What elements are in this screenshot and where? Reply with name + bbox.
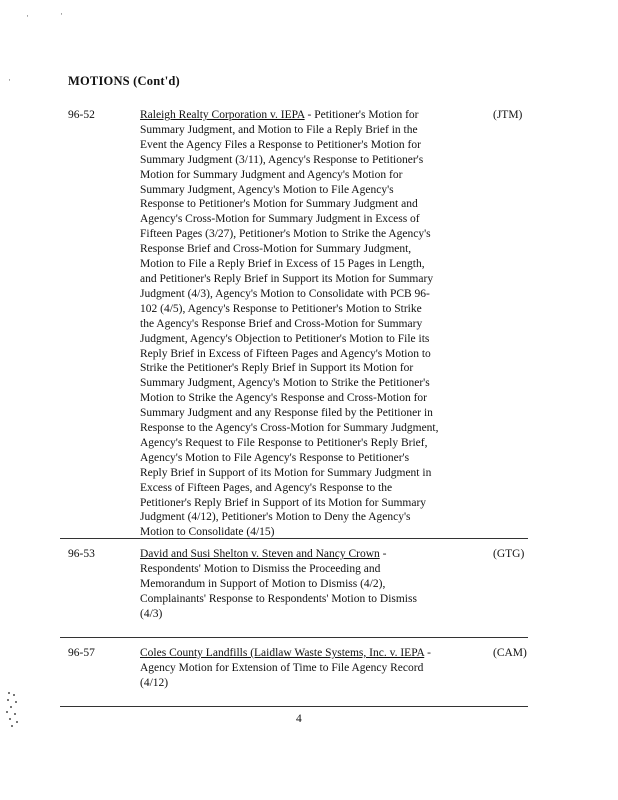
motion-description: [140, 547, 458, 622]
scan-speck: ·: [60, 9, 63, 19]
desc-line: and Petitioner's Reply Brief in Support its Motion for Summary: [140, 272, 434, 285]
desc-line: (4/3): [140, 607, 163, 620]
case-number: 96-57: [68, 647, 95, 659]
desc-line: -: [379, 548, 387, 560]
desc-line: Motion for Summary Judgment and Agency's Motion for: [140, 168, 403, 181]
desc-line: Respondents' Motion to Dismiss the Proceeding and: [140, 562, 381, 575]
desc-line: Excess of Fifteen Pages, and Agency's Response to the: [140, 481, 393, 494]
desc-line: Judgment (4/12), Petitioner's Motion to Deny the Agency's: [140, 511, 411, 524]
desc-line: Motion to Consolidate (4/15): [140, 526, 275, 539]
page-number: 4: [296, 713, 302, 725]
desc-line: Summary Judgment, Agency's Motion to File Agency's: [140, 183, 394, 196]
desc-line: Response to the Agency's Cross-Motion for Summary Judgment,: [140, 422, 439, 435]
desc-line: Agency's Cross-Motion for Summary Judgment in Excess of: [140, 213, 420, 226]
desc-line: Event the Agency Files a Response to Petitioner's Motion for: [140, 138, 421, 151]
desc-line: 102 (4/5), Agency's Response to Petitioner's Motion to Strike: [140, 302, 422, 315]
desc-line: the Agency's Response Brief and Cross-Motion for Summary: [140, 317, 423, 330]
desc-line: Memorandum in Support of Motion to Dismiss (4/2),: [140, 577, 386, 590]
desc-line: Response Brief and Cross-Motion for Summary Judgment,: [140, 243, 412, 256]
desc-line: Fifteen Pages (3/27), Petitioner's Motion to Strike the Agency's: [140, 228, 431, 241]
motion-description: [140, 108, 458, 540]
desc-line: Agency's Motion to File Agency's Response to Petitioner's: [140, 451, 410, 464]
scan-speck: ·: [26, 11, 29, 21]
desc-line: Summary Judgment, and Motion to File a Reply Brief in the: [140, 123, 418, 136]
desc-line: (4/12): [140, 676, 169, 689]
entry-divider: [60, 538, 528, 539]
desc-line: Reply Brief in Support of its Motion for Summary Judgment in: [140, 466, 432, 479]
desc-line: Complainants' Response to Respondents' Motion to Dismiss: [140, 592, 417, 605]
desc-line: Agency's Request to File Response to Petitioner's Reply Brief,: [140, 436, 428, 449]
entry-divider: [60, 637, 528, 638]
desc-line: - Petitioner's Motion for: [304, 109, 419, 121]
judge-initials: (JTM): [493, 109, 523, 121]
desc-line: Reply Brief in Excess of Fifteen Pages and Agency's Motion to: [140, 347, 431, 360]
desc-line: Agency Motion for Extension of Time to File Agency Record: [140, 661, 424, 674]
desc-line: Strike the Petitioner's Reply Brief in Support its Motion for: [140, 362, 414, 375]
judge-initials: (CAM): [493, 647, 527, 659]
case-caption: Raleigh Realty Corporation v. IEPA: [140, 109, 305, 121]
case-caption: Coles County Landfills (Laidlaw Waste Systems, Inc. v. IEPA: [140, 647, 425, 659]
section-heading: MOTIONS (Cont'd): [68, 74, 180, 88]
desc-line: Motion to File a Reply Brief in Excess of 15 Pages in Length,: [140, 258, 425, 271]
desc-line: Summary Judgment, Agency's Motion to Strike the Petitioner's: [140, 377, 430, 390]
desc-line: -: [424, 647, 431, 659]
desc-line: Response to Petitioner's Motion for Summary Judgment and: [140, 198, 418, 211]
desc-line: Motion to Strike the Agency's Response and Cross-Motion for: [140, 392, 427, 405]
case-caption: David and Susi Shelton v. Steven and Nancy Crown: [140, 548, 380, 560]
desc-line: Petitioner's Reply Brief in Support of its Motion for Summary: [140, 496, 427, 509]
entry-divider: [60, 706, 528, 707]
desc-line: Summary Judgment and any Response filed by the Petitioner in: [140, 407, 433, 420]
scan-speck: ·: [8, 75, 11, 85]
margin-scan-mark-icon: [4, 690, 22, 730]
case-number: 96-53: [68, 548, 95, 560]
case-number: 96-52: [68, 109, 95, 121]
desc-line: Judgment (4/3), Agency's Motion to Consolidate with PCB 96-: [140, 287, 430, 300]
motion-description: [140, 646, 458, 691]
judge-initials: (GTG): [493, 548, 525, 560]
desc-line: Summary Judgment (3/11), Agency's Response to Petitioner's: [140, 153, 424, 166]
desc-line: Judgment, Agency's Objection to Petitioner's Motion to File its: [140, 332, 430, 345]
